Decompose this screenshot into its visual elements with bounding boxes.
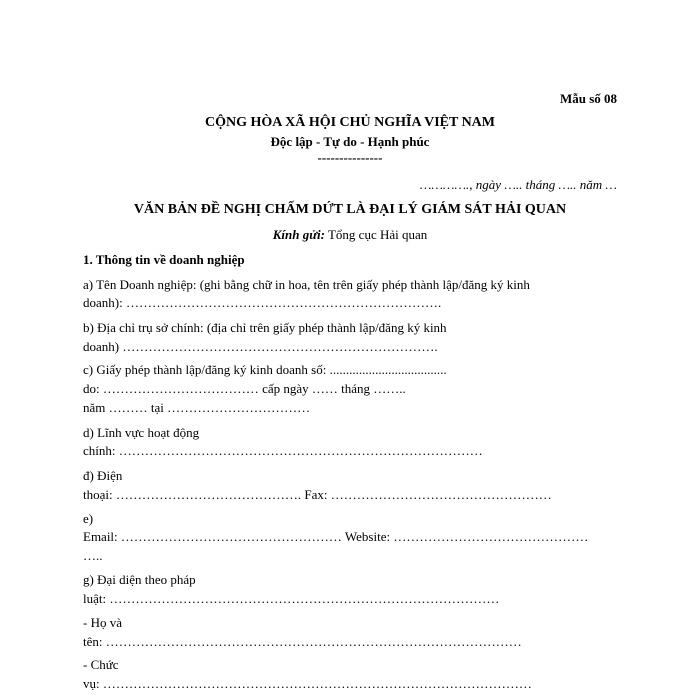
- recipient-line: [0, 227, 700, 243]
- field-license-issuer: do: ……………………………… cấp ngày …… tháng ……..: [83, 381, 406, 396]
- country-header: CỘNG HÒA XÃ HỘI CHỦ NGHĨA VIỆT NAM: [204, 115, 495, 130]
- field-head-office-value: doanh) ……………………………………………………………….: [83, 339, 438, 354]
- field-fullname-value: tên: ……………………………………………………………………………………: [83, 634, 522, 649]
- recipient-label: Kính gửi:: [272, 227, 325, 242]
- field-business-label: d) Lĩnh vực hoạt động: [83, 425, 200, 440]
- field-email-website: Email: …………………………………………… Website: ………………………………………: [83, 529, 589, 544]
- section1-heading: 1. Thông tin về doanh nghiệp: [83, 252, 245, 267]
- field-email-label: e): [83, 511, 94, 526]
- field-phone-fax: thoại: ……………………………………. Fax: ……………………………………………: [83, 487, 552, 502]
- field-company-name-value: doanh): ……………………………………………………………….: [83, 295, 442, 310]
- field-phone-label: đ) Điện: [83, 468, 123, 483]
- field-email-cont: …..: [83, 548, 103, 563]
- field-legal-rep-label: g) Đại diện theo pháp: [83, 572, 196, 587]
- field-license-number: c) Giấy phép thành lập/đăng ký kinh doanh số: ....................................: [83, 362, 447, 377]
- field-company-name-label: a) Tên Doanh nghiệp: (ghi bằng chữ in hoa, tên trên giấy phép thành lập/đăng ký kinh: [83, 277, 530, 292]
- recipient-value: Tổng cục Hải quan: [324, 227, 428, 242]
- field-position-value: vụ: ………………………………………………………………………………………: [83, 676, 532, 691]
- field-head-office-label: b) Địa chỉ trụ sở chính: (địa chỉ trên giấy phép thành lập/đăng ký kinh: [83, 320, 447, 335]
- field-business-value: chính: …………………………………………………………………………: [83, 443, 483, 458]
- field-license-year: năm ……… tại ……………………………: [83, 400, 311, 415]
- motto: Độc lập - Tự do - Hạnh phúc: [270, 134, 430, 149]
- form-number: Mẫu số 08: [559, 91, 617, 106]
- field-position-label: - Chức: [83, 657, 119, 672]
- field-fullname-label: - Họ và: [83, 615, 122, 630]
- header-separator: ---------------: [317, 150, 383, 165]
- date-line: …………., ngày ….. tháng ….. năm …: [419, 177, 617, 192]
- document-title: VĂN BẢN ĐỀ NGHỊ CHẤM DỨT LÀ ĐẠI LÝ GIÁM SÁT HẢI QUAN: [133, 202, 567, 217]
- field-legal-rep-value: luật: ………………………………………………………………………………: [83, 591, 500, 606]
